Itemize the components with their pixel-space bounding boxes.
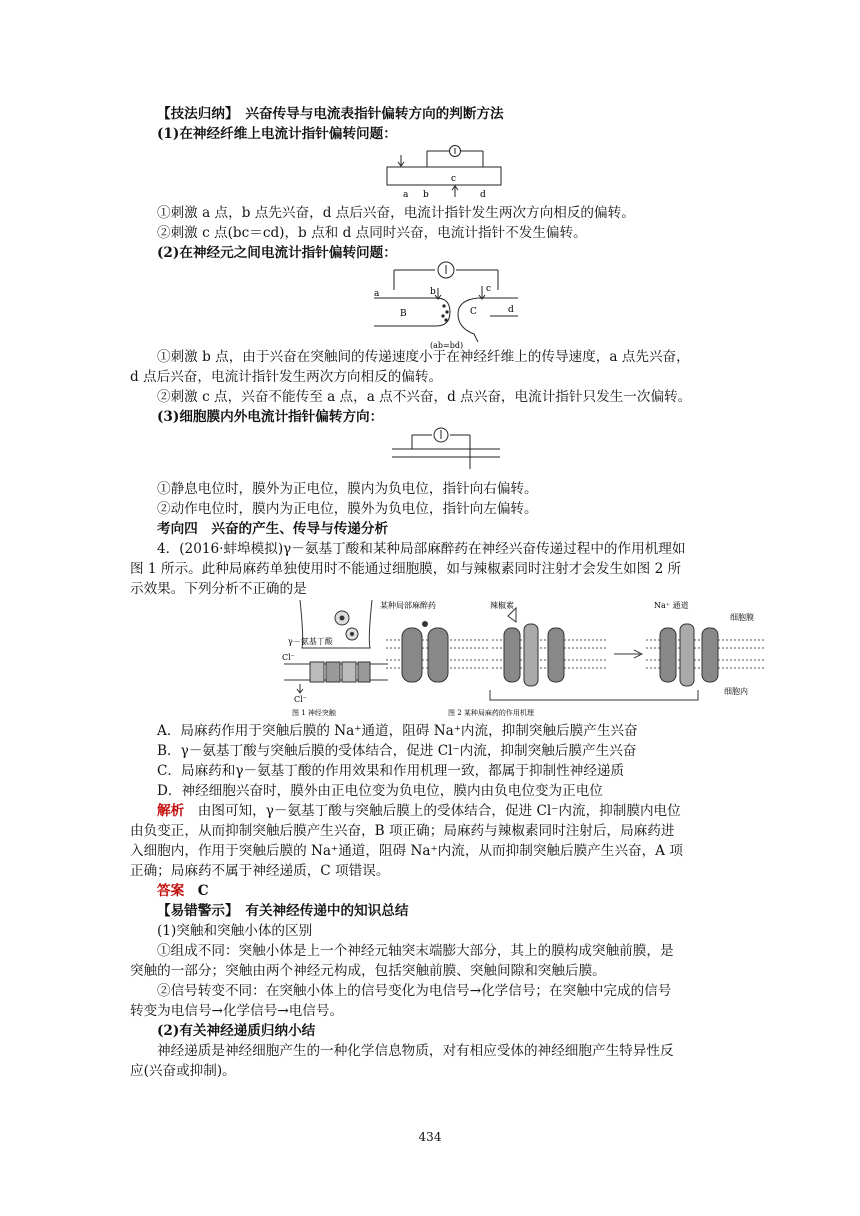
answer-line bbox=[157, 881, 209, 901]
question-text: 图 1 所示。此种局麻药单独使用时不能通过细胞膜，如与辣椒素同时注射才会发生如图 2 所 bbox=[130, 561, 682, 577]
caption-figure1: 图 1 神经突触 bbox=[292, 709, 336, 717]
option-d: D．神经细胞兴奋时，膜外由正电位变为负电位，膜内由负电位变为正电位 bbox=[157, 783, 603, 799]
fig2-label-c: c bbox=[486, 284, 492, 294]
anesthetic-mechanism-figure bbox=[278, 598, 844, 718]
subheading-membrane: (3)细胞膜内外电流计指针偏转方向： bbox=[157, 409, 384, 425]
fig2-label-B: B bbox=[400, 309, 407, 319]
analysis-text: 入细胞内，作用于突触后膜的 Na⁺通道，阻碍 Na⁺内流，从而抑制突触后膜产生兴奋，A 项 bbox=[130, 843, 683, 859]
analysis-label: 解析 bbox=[157, 803, 185, 819]
paragraph: 转变为电信号→化学信号→电信号。 bbox=[130, 1003, 344, 1019]
paragraph: ①静息电位时，膜外为正电位，膜内为负电位，指针向右偏转。 bbox=[157, 481, 538, 497]
paragraph: ①组成不同：突触小体是上一个神经元轴突末端膨大部分，其上的膜构成突触前膜，是 bbox=[157, 943, 674, 959]
section-title-warning: 【易错警示】 有关神经传递中的知识总结 bbox=[157, 903, 409, 919]
section-title-technique: 【技法归纳】 兴奋传导与电流表指针偏转方向的判断方法 bbox=[157, 106, 504, 122]
paragraph: 神经递质是神经细胞产生的一种化学信息物质，对有相应受体的神经细胞产生特异性反 bbox=[157, 1043, 674, 1059]
subheading-fiber: (1)在神经纤维上电流计指针偏转问题： bbox=[157, 126, 397, 142]
synapse-galvanometer-diagram bbox=[370, 258, 520, 350]
paragraph: d 点后兴奋，电流计指针发生两次方向相反的偏转。 bbox=[130, 369, 443, 385]
mechanism-figure bbox=[380, 600, 764, 717]
fig2-label-d: d bbox=[508, 305, 514, 315]
fig1-label-b: b bbox=[423, 190, 429, 200]
question-text: 4．(2016·蚌埠模拟)γ－氨基丁酸和某种局部麻醉药在神经兴奋传递过程中的作用机理如 bbox=[157, 541, 686, 557]
membrane-galvanometer-diagram bbox=[392, 425, 502, 475]
analysis-text: 由负变正，从而抑制突触后膜产生兴奋，B 项正确；局麻药与辣椒素同时注射后，局麻药进 bbox=[130, 823, 675, 839]
option-c: C．局麻药和γ－氨基丁酸的作用效果和作用机理一致，都属于抑制性神经递质 bbox=[157, 763, 625, 779]
analysis-text: 由图可知，γ－氨基丁酸与突触后膜上的受体结合，促进 Cl⁻内流，抑制膜内电位 bbox=[184, 803, 681, 819]
paragraph: ②刺激 c 点，兴奋不能传至 a 点，a 点不兴奋，d 点兴奋，电流计指针只发生一次偏转。 bbox=[157, 389, 692, 405]
fig2-label-a: a bbox=[374, 289, 380, 299]
synapse-figure bbox=[282, 600, 388, 717]
label-cl-upper: Cl⁻ bbox=[282, 653, 295, 662]
fig2-caption: (ab=bd) bbox=[430, 341, 464, 350]
fig1-label-d: d bbox=[480, 190, 486, 200]
fig2-label-b: b bbox=[430, 287, 436, 297]
paragraph: ②刺激 c 点(bc＝cd)，b 点和 d 点同时兴奋，电流计指针不发生偏转。 bbox=[157, 225, 587, 241]
fig2-label-C: C bbox=[470, 307, 477, 317]
paragraph: 应(兴奋或抑制)。 bbox=[130, 1063, 236, 1079]
subheading: (1)突触和突触小体的区别 bbox=[157, 923, 313, 939]
subheading-synapse: (2)在神经元之间电流计指针偏转问题： bbox=[157, 245, 397, 261]
paragraph: ②动作电位时，膜内为正电位，膜外为负电位，指针向左偏转。 bbox=[157, 501, 538, 517]
analysis-line bbox=[157, 801, 681, 821]
label-inside: 细胞内 bbox=[724, 687, 748, 696]
label-cl-lower: Cl⁻ bbox=[294, 695, 307, 704]
label-na-channel: Na⁺ 通道 bbox=[654, 601, 689, 610]
paragraph: ①刺激 a 点，b 点先兴奋，d 点后兴奋，电流计指针发生两次方向相反的偏转。 bbox=[157, 205, 635, 221]
question-text: 示效果。下列分析不正确的是 bbox=[130, 581, 307, 597]
fig1-label-c: c bbox=[451, 174, 457, 184]
fig1-label-a: a bbox=[403, 190, 409, 200]
caption-figure2: 图 2 某种局麻药的作用机理 bbox=[448, 709, 534, 717]
option-a: A．局麻药作用于突触后膜的 Na⁺通道，阻碍 Na⁺内流，抑制突触后膜产生兴奋 bbox=[157, 723, 638, 739]
option-b: B．γ－氨基丁酸与突触后膜的受体结合，促进 Cl⁻内流，抑制突触后膜产生兴奋 bbox=[157, 743, 637, 759]
label-gaba: γ－氨基丁酸 bbox=[288, 637, 333, 646]
paragraph: 突触的一部分；突触由两个神经元构成，包括突触前膜、突触间隙和突触后膜。 bbox=[130, 963, 606, 979]
answer-value: C bbox=[184, 883, 209, 899]
answer-label: 答案 bbox=[157, 883, 185, 899]
section-title-direction-4: 考向四 兴奋的产生、传导与传递分析 bbox=[157, 521, 389, 537]
page-number: 434 bbox=[418, 1130, 442, 1144]
label-anesthetic: 某种局部麻醉药 bbox=[380, 601, 436, 610]
paragraph: ②信号转变不同：在突触小体上的信号变化为电信号→化学信号；在突触中完成的信号 bbox=[157, 983, 672, 999]
label-capsaicin: 辣椒素 bbox=[490, 601, 514, 610]
nerve-fiber-galvanometer-diagram bbox=[385, 145, 505, 201]
subheading: (2)有关神经递质归纳小结 bbox=[157, 1023, 316, 1039]
label-membrane: 细胞膜 bbox=[730, 613, 754, 622]
paragraph: ①刺激 b 点，由于兴奋在突触间的传递速度小于在神经纤维上的传导速度，a 点先兴奋， bbox=[157, 349, 690, 365]
analysis-text: 正确；局麻药不属于神经递质，C 项错误。 bbox=[130, 863, 390, 879]
